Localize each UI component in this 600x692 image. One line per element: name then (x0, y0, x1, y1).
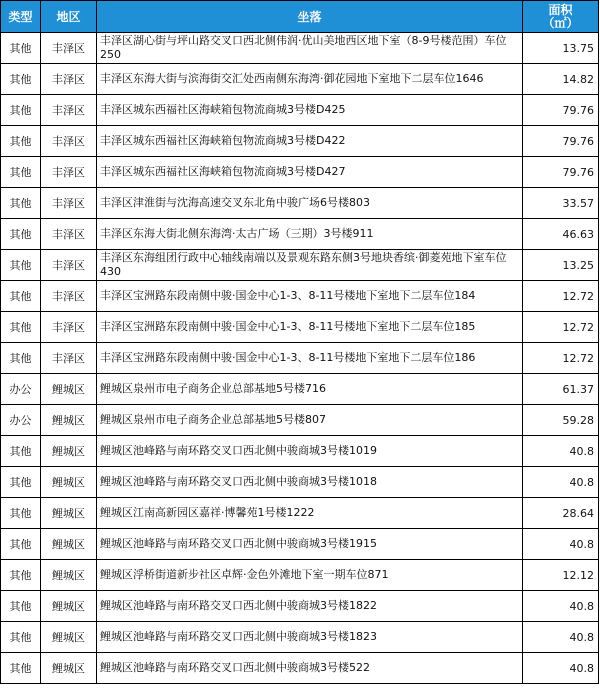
location-cell: 鲤城区池峰路与南环路交叉口西北侧中骏商城3号楼1822 (97, 591, 523, 622)
table-row (1, 653, 599, 684)
area-column-header (523, 1, 599, 33)
table-row (1, 405, 599, 436)
location-cell: 鲤城区池峰路与南环路交叉口西北侧中骏商城3号楼1018 (97, 467, 523, 498)
area-header-unit: （㎡） (542, 15, 579, 30)
area-cell: 79.76 (523, 126, 599, 157)
location-cell: 鲤城区池峰路与南环路交叉口西北侧中骏商城3号楼1019 (97, 436, 523, 467)
table-row (1, 343, 599, 374)
district-cell: 鲤城区 (41, 591, 97, 622)
table-row (1, 157, 599, 188)
area-cell: 40.8 (523, 591, 599, 622)
table-row (1, 219, 599, 250)
type-cell: 其他 (1, 95, 41, 126)
table-row (1, 64, 599, 95)
location-cell: 丰泽区城东西福社区海峡箱包物流商城3号楼D427 (97, 157, 523, 188)
type-cell: 其他 (1, 64, 41, 95)
location-cell: 鲤城区泉州市电子商务企业总部基地5号楼807 (97, 405, 523, 436)
district-cell: 鲤城区 (41, 374, 97, 405)
type-cell: 其他 (1, 188, 41, 219)
type-cell: 其他 (1, 591, 41, 622)
area-cell: 79.76 (523, 157, 599, 188)
table-header (1, 1, 599, 33)
type-cell: 其他 (1, 467, 41, 498)
area-cell: 12.12 (523, 560, 599, 591)
district-cell: 丰泽区 (41, 312, 97, 343)
table-row (1, 126, 599, 157)
type-cell: 其他 (1, 33, 41, 64)
table-body (1, 33, 599, 684)
district-cell: 鲤城区 (41, 405, 97, 436)
header-row (1, 1, 599, 33)
type-cell: 办公 (1, 374, 41, 405)
location-cell: 鲤城区江南高新园区嘉祥·博馨苑1号楼1222 (97, 498, 523, 529)
district-cell: 丰泽区 (41, 33, 97, 64)
location-cell: 丰泽区东海大街北侧东海湾·太古广场（三期）3号楼911 (97, 219, 523, 250)
type-cell: 其他 (1, 436, 41, 467)
table-row (1, 560, 599, 591)
type-cell: 其他 (1, 281, 41, 312)
district-cell: 鲤城区 (41, 498, 97, 529)
table-row (1, 498, 599, 529)
area-cell: 12.72 (523, 312, 599, 343)
type-cell: 其他 (1, 498, 41, 529)
type-cell: 其他 (1, 312, 41, 343)
table-row (1, 188, 599, 219)
table-row (1, 374, 599, 405)
table-row (1, 33, 599, 64)
area-cell: 40.8 (523, 467, 599, 498)
location-cell: 丰泽区东海组团行政中心轴线南端以及景观东路东侧3号地块香缤·御菱苑地下室车位430 (97, 250, 523, 281)
area-cell: 40.8 (523, 529, 599, 560)
location-cell: 鲤城区池峰路与南环路交叉口西北侧中骏商城3号楼1823 (97, 622, 523, 653)
area-cell: 13.75 (523, 33, 599, 64)
type-cell: 其他 (1, 157, 41, 188)
district-cell: 鲤城区 (41, 436, 97, 467)
location-cell: 鲤城区浮桥街道新步社区卓辉·金色外滩地下室一期车位871 (97, 560, 523, 591)
table-row (1, 95, 599, 126)
type-cell: 其他 (1, 250, 41, 281)
location-cell: 丰泽区东海大街与滨海街交汇处西南侧东海湾·御花园地下室地下二层车位1646 (97, 64, 523, 95)
location-cell: 丰泽区城东西福社区海峡箱包物流商城3号楼D422 (97, 126, 523, 157)
district-cell: 丰泽区 (41, 343, 97, 374)
district-cell: 鲤城区 (41, 622, 97, 653)
table-row (1, 622, 599, 653)
table-row (1, 250, 599, 281)
location-cell: 鲤城区池峰路与南环路交叉口西北侧中骏商城3号楼1915 (97, 529, 523, 560)
area-cell: 28.64 (523, 498, 599, 529)
type-cell: 其他 (1, 653, 41, 684)
type-cell: 办公 (1, 405, 41, 436)
type-cell: 其他 (1, 529, 41, 560)
location-cell: 丰泽区宝洲路东段南侧中骏·国金中心1-3、8-11号楼地下室地下二层车位184 (97, 281, 523, 312)
district-cell: 丰泽区 (41, 157, 97, 188)
area-cell: 40.8 (523, 653, 599, 684)
table-row (1, 591, 599, 622)
location-column-header: 坐落 (97, 1, 523, 33)
district-cell: 丰泽区 (41, 126, 97, 157)
table-row (1, 529, 599, 560)
district-cell: 丰泽区 (41, 95, 97, 126)
table-row (1, 281, 599, 312)
district-column-header: 地区 (41, 1, 97, 33)
location-cell: 丰泽区津淮街与沈海高速交叉东北角中骏广场6号楼803 (97, 188, 523, 219)
area-cell: 14.82 (523, 64, 599, 95)
table-row (1, 436, 599, 467)
area-cell: 40.8 (523, 622, 599, 653)
district-cell: 鲤城区 (41, 529, 97, 560)
table-row (1, 312, 599, 343)
area-cell: 59.28 (523, 405, 599, 436)
area-cell: 61.37 (523, 374, 599, 405)
location-cell: 丰泽区宝洲路东段南侧中骏·国金中心1-3、8-11号楼地下室地下二层车位185 (97, 312, 523, 343)
location-cell: 鲤城区泉州市电子商务企业总部基地5号楼716 (97, 374, 523, 405)
area-cell: 13.25 (523, 250, 599, 281)
district-cell: 丰泽区 (41, 250, 97, 281)
type-column-header: 类型 (1, 1, 41, 33)
table-row (1, 467, 599, 498)
type-cell: 其他 (1, 560, 41, 591)
area-cell: 46.63 (523, 219, 599, 250)
district-cell: 丰泽区 (41, 281, 97, 312)
type-cell: 其他 (1, 126, 41, 157)
location-cell: 丰泽区宝洲路东段南侧中骏·国金中心1-3、8-11号楼地下室地下二层车位186 (97, 343, 523, 374)
district-cell: 鲤城区 (41, 467, 97, 498)
area-cell: 79.76 (523, 95, 599, 126)
district-cell: 鲤城区 (41, 560, 97, 591)
area-header-label: 面积 (548, 2, 573, 17)
district-cell: 鲤城区 (41, 653, 97, 684)
district-cell: 丰泽区 (41, 219, 97, 250)
area-cell: 12.72 (523, 281, 599, 312)
district-cell: 丰泽区 (41, 188, 97, 219)
type-cell: 其他 (1, 622, 41, 653)
location-cell: 丰泽区湖心街与坪山路交叉口西北侧伟润·优山美地西区地下室（8-9号楼范围）车位250 (97, 33, 523, 64)
type-cell: 其他 (1, 219, 41, 250)
area-cell: 40.8 (523, 436, 599, 467)
district-cell: 丰泽区 (41, 64, 97, 95)
type-cell: 其他 (1, 343, 41, 374)
location-cell: 鲤城区池峰路与南环路交叉口西北侧中骏商城3号楼522 (97, 653, 523, 684)
area-cell: 33.57 (523, 188, 599, 219)
location-cell: 丰泽区城东西福社区海峡箱包物流商城3号楼D425 (97, 95, 523, 126)
area-cell: 12.72 (523, 343, 599, 374)
